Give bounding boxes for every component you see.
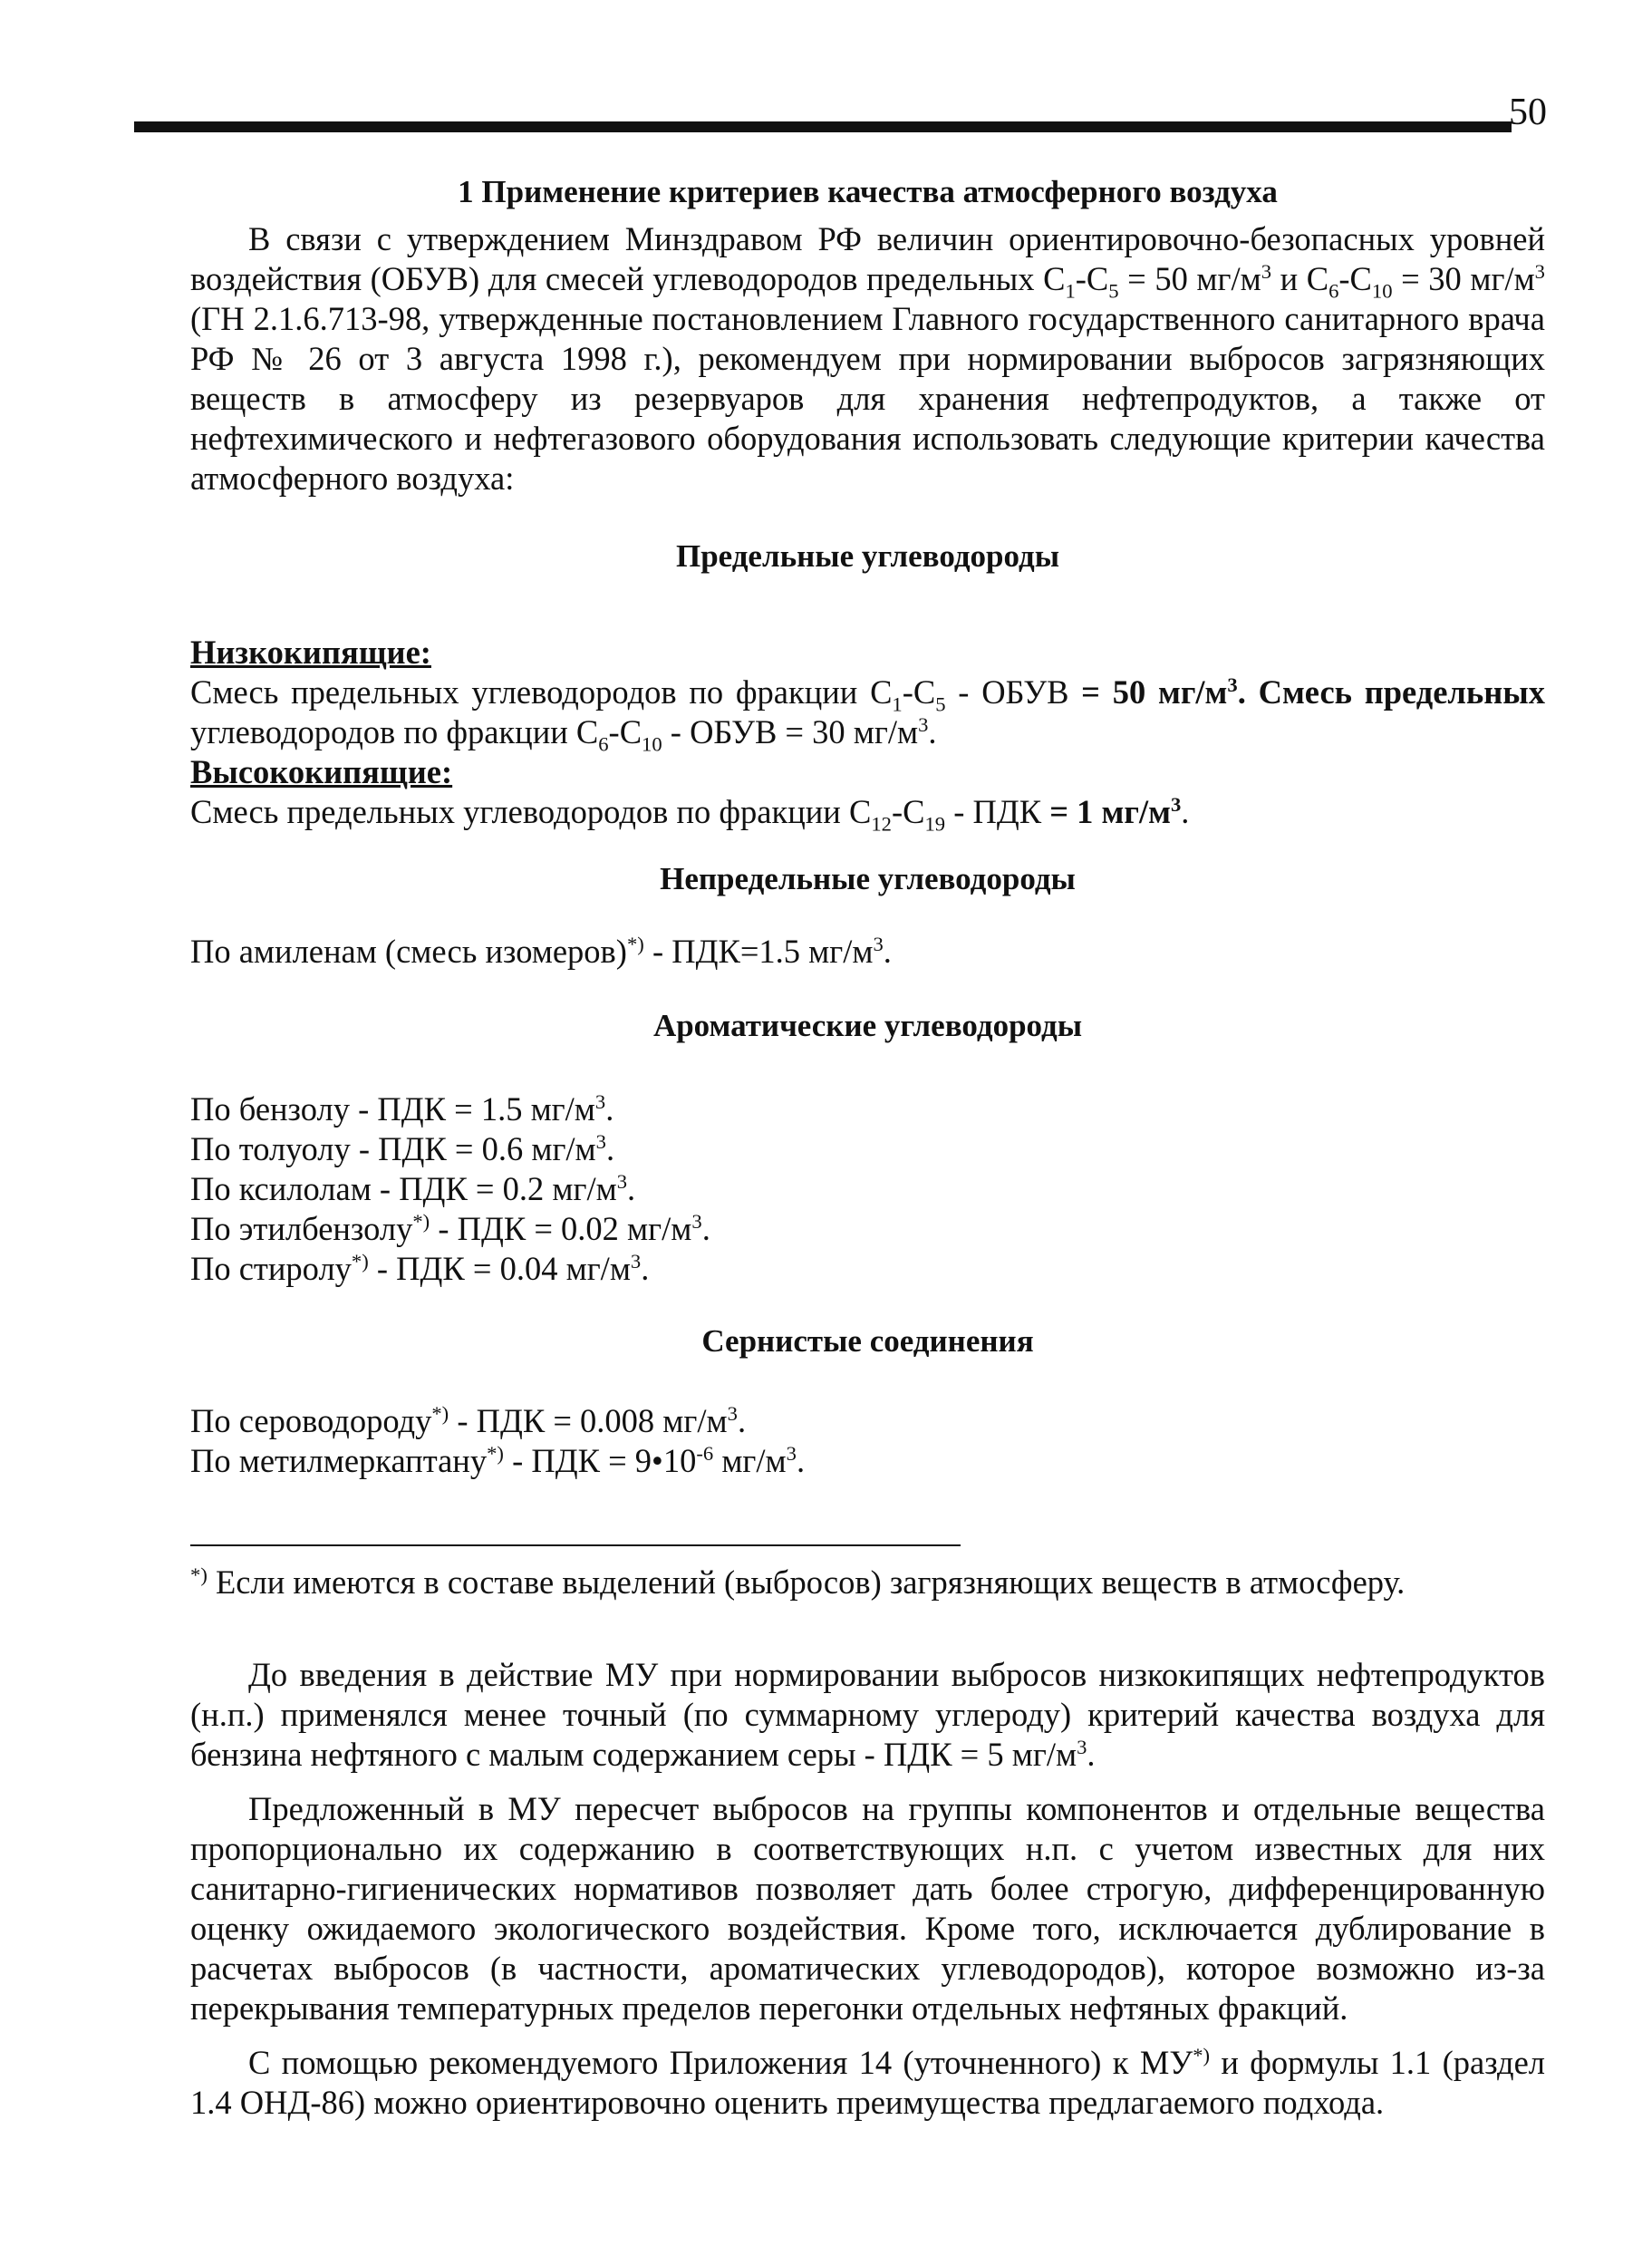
- low-boiling-label: Низкокипящие:: [190, 634, 431, 671]
- aromatic-item-styrene: По стиролу*) - ПДК = 0.04 $мг/м^3$.: [190, 1249, 650, 1287]
- intro-paragraph: В связи с утверждением Минздравом РФ величин ориентировочно-безопасных уровней воздействия (ОБУВ) для смесей углеводородов предельных $С_1-С_5 = 50$ $мг/м^3$ и $С_6-С_{10} = 30$ $мг/м^3$ (ГН 2.1.6.713-98, утвержденные постановлением Главного государственного санитарного врача РФ № 26 от 3 августа 1998 г.), рекомендуем при нормировании выбросов загрязняющих веществ в атмосферу из резервуаров для хранения нефтепродуктов, а также от нефтехимического и нефтегазового оборудования использовать следующие критерии качества атмосферного воздуха:: [190, 220, 1545, 497]
- sulfur-heading: Сернистые соединения: [701, 1323, 1034, 1359]
- closing-section: [190, 1655, 1545, 2123]
- aromatic-item-xylenes: По ксилолам - ПДК = 0.2 $мг/м^3$.: [190, 1169, 636, 1207]
- low-boiling-text: Смесь предельных углеводородов по фракции $С_1-С_5$ - ОБУВ = 50 $мг/м^3$. Смесь предельных углеводородов по фракции $С_6-С_{10}$ - ОБУВ = 30 $мг/м^3$.: [190, 673, 1545, 756]
- page-number: 50: [1509, 92, 1547, 133]
- page-content: [190, 172, 1545, 2137]
- section-title: 1 Применение критериев качества атмосферного воздуха: [458, 174, 1278, 209]
- aromatic-heading: Ароматические углеводороды: [652, 1008, 1083, 1043]
- footnote-rule: [190, 1544, 961, 1546]
- body-paragraph-2: Предложенный в МУ пересчет выбросов на группы компонентов и отдельные вещества пропорционально их содержанию в соответствующих н.п. с учетом известных для них санитарно-гигиенических нормативов позволяет дать более строгую, дифференцированную оценку ожидаемого экологического воздействия. Кроме того, исключается дублирование в расчетах выбросов (в частности, ароматических углеводородов), которое возможно из-за перекрывания температурных пределов перегонки отдельных нефтяных фракций.: [190, 1790, 1545, 2027]
- high-boiling-text: Смесь предельных углеводородов по фракции $С_{12}-С_{19}$ - ПДК = 1 $мг/м^3$.: [190, 792, 1190, 836]
- unsaturated-item: По амиленам (смесь изомеров)*) - ПДК=1.5 $мг/м^3$.: [190, 932, 892, 970]
- aromatic-item-toluene: По толуолу - ПДК = 0.6 $мг/м^3$.: [190, 1129, 615, 1167]
- header-rule: [134, 121, 1512, 132]
- aromatic-item-ethylbenzene: По этилбензолу*) - ПДК = 0.02 $мг/м^3$.: [190, 1209, 710, 1247]
- body-paragraph-3: С помощью рекомендуемого Приложения 14 (уточненного) к МУ*) и формулы 1.1 (раздел 1.4 ОНД-86) можно ориентировочно оценить преимущества предлагаемого подхода.: [190, 2043, 1545, 2121]
- aromatic-item-benzene: По бензолу - ПДК = 1.5 $мг/м^3$.: [190, 1089, 614, 1128]
- footnote: *) Если имеются в составе выделений (выбросов) загрязняющих веществ в атмосферу.: [190, 1563, 1406, 1601]
- saturated-heading: Предельные углеводороды: [675, 538, 1060, 574]
- sulfur-item-methylmercaptan: По метилмеркаптану*) - ПДК = $9•10^{-6}$ $мг/м^3$.: [190, 1441, 806, 1479]
- sulfur-item-h2s: По сероводороду*) - ПДК = 0.008 $мг/м^3$.: [190, 1401, 747, 1439]
- body-paragraph-1: До введения в действие МУ при нормировании выбросов низкокипящих нефтепродуктов (н.п.) применялся менее точный (по суммарному углероду) критерий качества воздуха для бензина нефтяного с малым содержанием серы - ПДК = 5 $мг/м^3$.: [190, 1656, 1545, 1773]
- high-boiling-label: Высококипящие:: [190, 753, 453, 790]
- unsaturated-heading: Непредельные углеводороды: [660, 861, 1076, 896]
- footnote-mark: *): [190, 1563, 208, 1586]
